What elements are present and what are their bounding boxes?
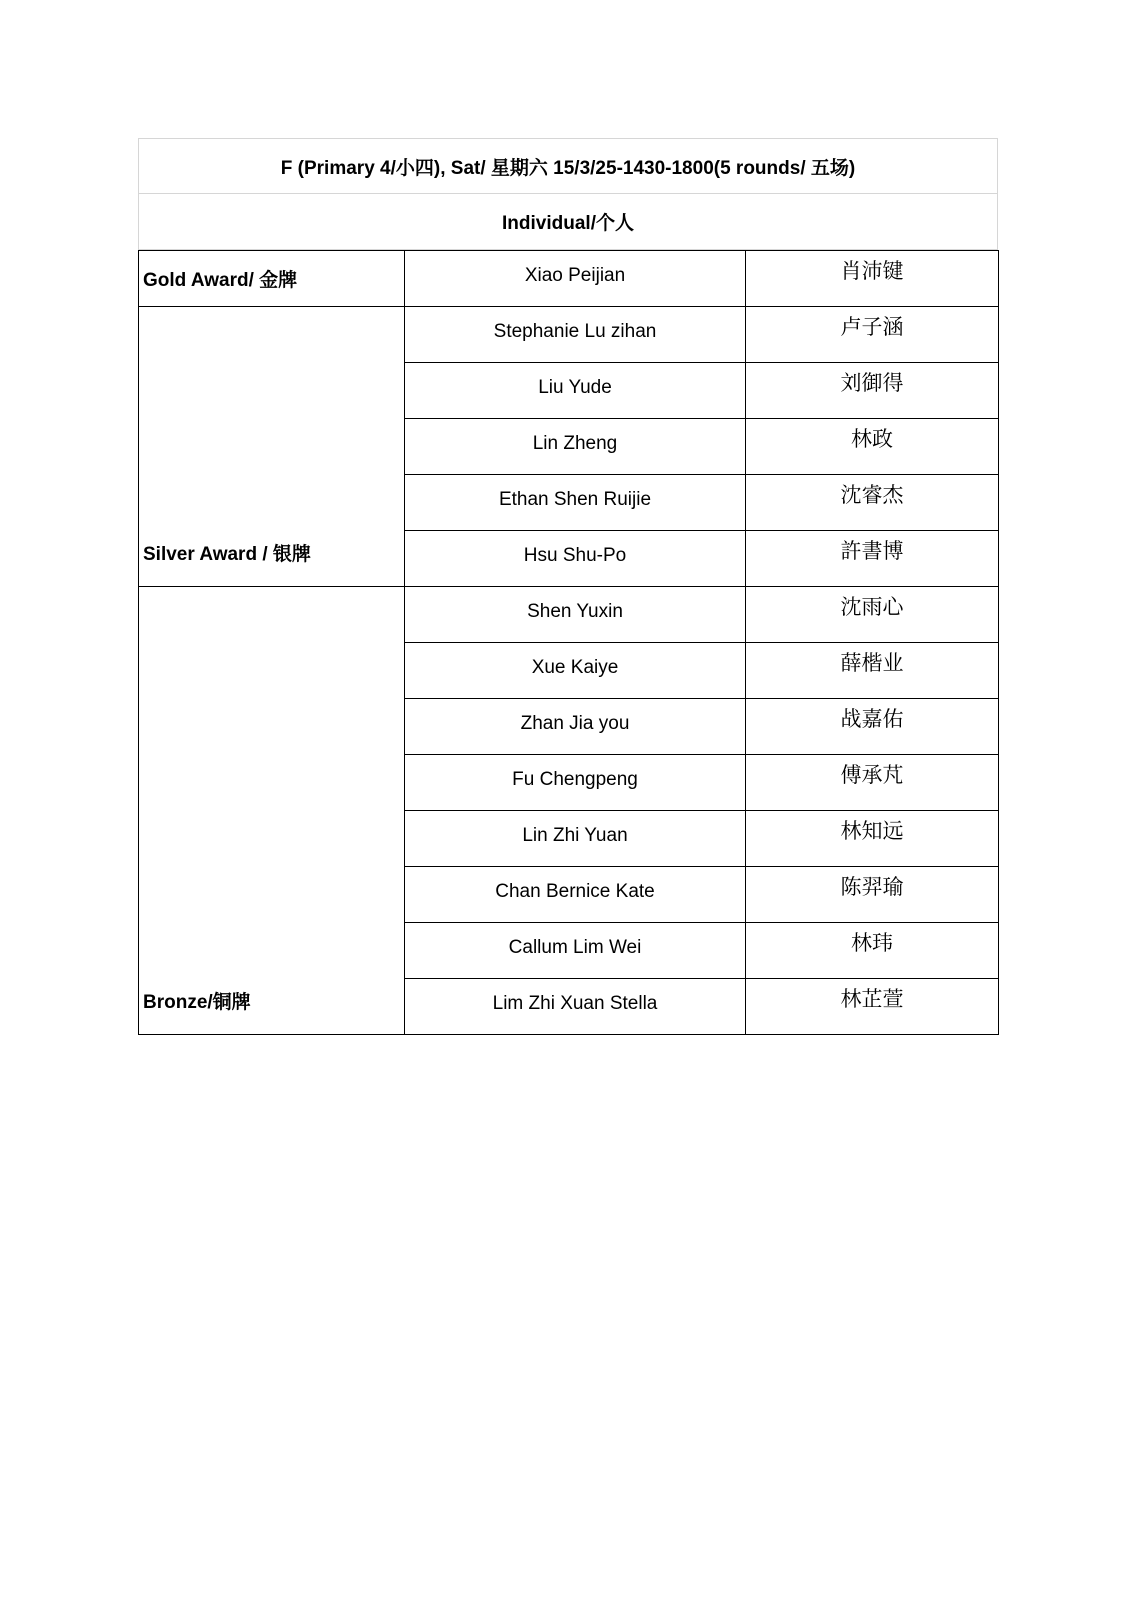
silver-award-label: Silver Award / 银牌 — [139, 307, 405, 587]
student-name — [405, 755, 746, 811]
student-name-text: Fu Chengpeng — [512, 768, 638, 790]
table-row — [139, 307, 999, 363]
student-name — [405, 363, 746, 419]
student-chinese-name: 肖沛键 — [746, 251, 999, 307]
event-title: F (Primary 4/小四), Sat/ 星期六 15/3/25-1430-1800(5 rounds/ 五场) — [138, 138, 998, 194]
student-name-text: Xue Kaiye — [531, 656, 619, 678]
category-subtitle: Individual/个人 — [138, 194, 998, 250]
bronze-award-label: Bronze/铜牌 — [139, 587, 405, 1035]
results-sheet — [138, 138, 998, 1035]
student-name-text: Stephanie Lu zihan — [493, 320, 657, 342]
student-name-text: Chan Bernice Kate — [495, 880, 655, 902]
student-chinese-name: 沈雨心 — [746, 587, 999, 643]
student-chinese-name: 卢子涵 — [746, 307, 999, 363]
student-chinese-name: 战嘉佑 — [746, 699, 999, 755]
student-name-text: Xiao Peijian — [524, 264, 626, 286]
student-name-text: Lin Zheng — [532, 432, 618, 454]
student-chinese-name: 林知远 — [746, 811, 999, 867]
student-chinese-name: 林玮 — [746, 923, 999, 979]
student-chinese-name: 林政 — [746, 419, 999, 475]
student-chinese-name: 林芷萱 — [746, 979, 999, 1035]
student-name-text: Hsu Shu-Po — [523, 544, 627, 566]
student-name — [405, 979, 746, 1035]
student-name-text: Ethan Shen Ruijie — [498, 488, 652, 510]
student-name — [405, 419, 746, 475]
student-name-text: Lim Zhi Xuan Stella — [492, 992, 658, 1014]
results-table — [138, 250, 999, 1035]
student-name-text: Shen Yuxin — [527, 600, 623, 622]
student-name — [405, 475, 746, 531]
student-name-text: Lin Zhi Yuan — [522, 824, 628, 846]
student-chinese-name: 許書博 — [746, 531, 999, 587]
student-chinese-name: 沈睿杰 — [746, 475, 999, 531]
student-chinese-name: 刘御得 — [746, 363, 999, 419]
student-chinese-name: 薛楷业 — [746, 643, 999, 699]
student-name — [405, 531, 746, 587]
student-name-text: Liu Yude — [538, 376, 612, 398]
table-row — [139, 251, 999, 307]
results-body — [139, 251, 999, 1035]
student-name — [405, 643, 746, 699]
student-name — [405, 307, 746, 363]
student-name — [405, 587, 746, 643]
student-name — [405, 867, 746, 923]
student-chinese-name: 陈羿瑜 — [746, 867, 999, 923]
student-name-text: Zhan Jia you — [520, 712, 630, 734]
student-name — [405, 811, 746, 867]
student-name-text: Callum Lim Wei — [508, 936, 642, 958]
student-name — [405, 923, 746, 979]
student-name — [405, 251, 746, 307]
gold-award-label: Gold Award/ 金牌 — [139, 251, 405, 307]
student-chinese-name: 傅承芃 — [746, 755, 999, 811]
student-name — [405, 699, 746, 755]
table-row — [139, 587, 999, 643]
